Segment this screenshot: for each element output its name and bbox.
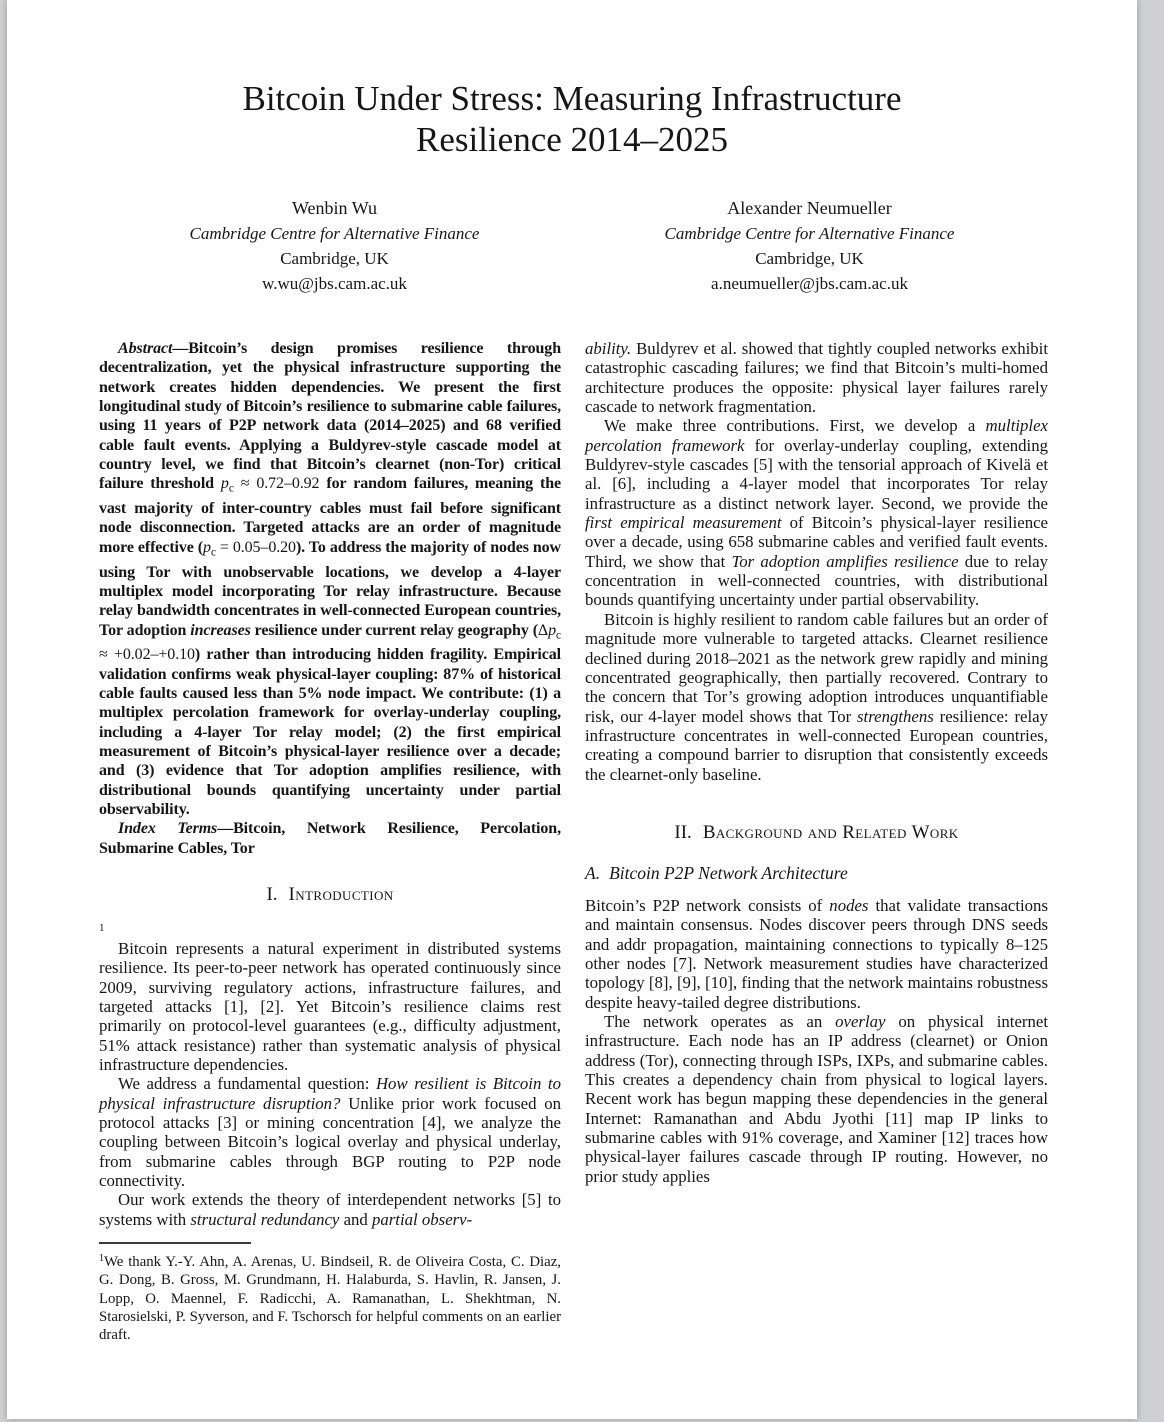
background-paragraph-1: Bitcoin’s P2P network consists of nodes that validate transactions and maintain consensus. Nodes discover peers through DNS seeds and addr propagation, maintaining connections to typically 8–125 other nodes [7]. Network measurement studies have characterized topology [8], [9], [10], finding that the network maintains robustness despite heavy-tailed degree distributions. <box>585 895 1048 1012</box>
resilience-summary-paragraph: Bitcoin is highly resilient to random cable failures but an order of magnitude more vulnerable to targeted attacks. Clearnet resilience declined during 2018–2021 as the network grew rapidly and mining concentrated geographically, then partially recovered. Contrary to the concern that Tor’s growing adoption introduces unquantifiable risk, our 4-layer model shows that Tor strengthens resilience: relay infrastructure concentrates in well-connected European countries, creating a compound barrier to disruption that consistently exceeds the clearnet-only baseline. <box>585 609 1048 784</box>
intro-paragraph-1: Bitcoin represents a natural experiment in distributed systems resilience. Its peer-to-peer network has operated continuously since 2009, surviving regulatory actions, infrastructure failures, and targeted attacks [1], [2]. Yet Bitcoin’s resilience claims rest primarily on protocol-level guarantees (e.g., difficulty adjustment, 51% attack resistance) rather than systematic analysis of physical infrastructure dependencies. <box>99 939 561 1075</box>
author-block-2 <box>572 196 1047 296</box>
author-email: a.neumueller@jbs.cam.ac.uk <box>711 274 908 293</box>
paper-header <box>97 78 1047 296</box>
paper-title-line-2: Resilience 2014–2025 <box>415 120 729 159</box>
contributions-paragraph: We make three contributions. First, we develop a multiplex percolation framework for overlay-underlay coupling, extending Buldyrev-style cascades [5] with the tensorial approach of Kivelä et al. [6], including a 4-layer model that incorporates Tor relay infrastructure as a distinct network layer. Second, we provide the first empirical measurement of Bitcoin’s physical-layer resilience over a decade, using 658 submarine cables and verified fault events. Third, we show that Tor adoption amplifies resilience due to relay concentration in well-connected countries, with distributional bounds quantifying uncertainty under partial observability. <box>585 416 1049 610</box>
column-right <box>585 339 1048 1186</box>
section-number: I. <box>266 884 278 906</box>
index-terms: Index Terms—Bitcoin, Network Resilience, Percolation, Submarine Cables, Tor <box>99 820 561 857</box>
author-city: Cambridge, UK <box>755 249 864 268</box>
author-email: w.wu@jbs.cam.ac.uk <box>262 274 407 293</box>
author-affiliation: Cambridge Centre for Alternative Finance <box>189 224 480 243</box>
footnote-text: $^1$We thank Y.-Y. Ahn, A. Arenas, U. Bindseil, R. de Oliveira Costa, C. Diaz, G. Dong, B. Gross, M. Grundmann, H. Halaburda, S. Havlin, R. Jansen, J. Lopp, O. Maennel, F. Radicchi, A. Ramanathan, L. Shekhtman, N. Starosielski, P. Syverson, and F. Tschorsch for helpful comments on an earlier draft. <box>99 1253 561 1344</box>
subsection-number: A. <box>585 862 601 883</box>
column-left <box>99 339 561 1344</box>
footnote-rule <box>99 1242 251 1244</box>
continuation-paragraph: ability. Buldyrev et al. showed that tightly coupled networks exhibit catastrophic cascading failures; we find that Bitcoin’s multi-homed architecture produces the opposite: physical layer failures rarely cascade to network fragmentation. <box>585 339 1048 417</box>
intro-paragraph-3: Our work extends the theory of interdependent networks [5] to systems with structural redundancy and partial observ- <box>99 1190 561 1229</box>
author-name: Wenbin Wu <box>292 198 377 218</box>
subsection-heading-a <box>585 863 1048 884</box>
paper-page <box>7 0 1137 1419</box>
section-title: Background and Related Work <box>702 821 959 843</box>
intro-paragraph-2: We address a fundamental question: How resilient is Bitcoin to physical infrastructure disruption? Unlike prior work focused on protocol attacks [3] or mining concentration [4], we analyze the coupling between Bitcoin’s logical overlay and physical underlay, from submarine cables through BGP routing to P2P node connectivity. <box>99 1074 561 1191</box>
section-number: II. <box>674 821 692 843</box>
footnote-marker: 1 <box>99 922 105 935</box>
author-affiliation: Cambridge Centre for Alternative Finance <box>664 224 955 243</box>
author-city: Cambridge, UK <box>280 249 389 268</box>
background-paragraph-2: The network operates as an overlay on physical internet infrastructure. Each node has an IP address (clearnet) or Onion address (Tor), connecting through ISPs, IXPs, and submarine cables. This creates a dependency chain from physical to logical layers. Recent work has begun mapping these dependencies in the general Internet: Ramanathan and Abdu Jyothi [11] map IP links to submarine cables with 91% coverage, and Xaminer [12] traces how physical-layer failures cascade through IP routing. However, no prior study applies <box>585 1011 1049 1186</box>
author-row <box>97 196 1047 296</box>
author-name: Alexander Neumueller <box>727 198 892 218</box>
section-heading-background <box>585 822 1048 844</box>
subsection-title: Bitcoin P2P Network Architecture <box>609 862 848 883</box>
author-block-1 <box>97 196 572 296</box>
paper-title-line-1: Bitcoin Under Stress: Measuring Infrastructure <box>242 79 902 118</box>
abstract-paragraph: Abstract—Bitcoin’s design promises resilience through decentralization, yet the physical infrastructure supporting the network creates hidden dependencies. We present the first longitudinal study of Bitcoin’s resilience to submarine cable failures, using 11 years of P2P network data (2014–2025) and 68 verified cable fault events. Applying a Buldyrev-style cascade model at country level, we find that Bitcoin’s clearnet (non-Tor) critical failure threshold $p_c \approx 0.72-0.92$ for random failures, meaning the vast majority of inter-country cables must fail before significant node disconnection. Targeted attacks are an order of magnitude more effective $(p_c = 0.05-0.20)$. To address the majority of nodes now using Tor with unobservable locations, we develop a 4-layer multiplex model incorporating Tor relay infrastructure. Because relay bandwidth concentrates in well-connected European countries, Tor adoption increases resilience under current relay geography $(\Delta p_c \approx +0.02-+0.10)$ rather than introducing hidden fragility. Empirical validation confirms weak physical-layer coupling: 87% of historical cable faults caused less than 5% node impact. We contribute: (1) a multiplex percolation framework for overlay-underlay coupling, including a 4-layer Tor relay model; (2) the first empirical measurement of Bitcoin’s physical-layer resilience over a decade; and (3) evidence that Tor adoption amplifies resilience, with distributional bounds quantifying uncertainty under partial observability. <box>99 340 562 818</box>
section-heading-introduction <box>99 884 561 906</box>
footnote-block <box>99 1242 561 1344</box>
paper-title <box>97 78 1047 160</box>
section-title: Introduction <box>288 884 394 906</box>
